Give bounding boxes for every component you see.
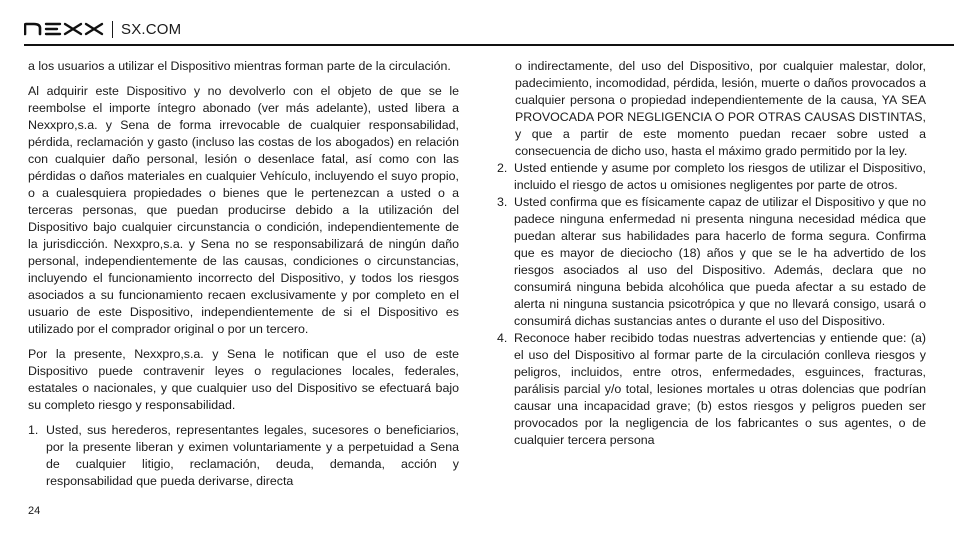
list-item-text: Usted, sus herederos, representantes legales, sucesores o beneficiarios, por la presente liberan y eximen voluntariamente y a perpetuidad a Sena de cualquier litigio, reclamación, deuda, demanda, acción y responsabilidad que pueda derivarse, directa <box>46 423 459 488</box>
right-column <box>497 58 926 449</box>
list-number: 4. <box>497 331 508 345</box>
list-item-3 <box>497 194 926 330</box>
left-column <box>28 58 459 490</box>
paragraph-notice: Por la presente, Nexxpro,s.a. y Sena le notifican que el uso de este Dispositivo puede contravenir leyes o regulaciones locales, federales, estatales o nacionales, y que cualquier uso del Dispositivo se efectuará bajo su completo riesgo y responsabilidad. <box>28 347 459 412</box>
list-item-text: Reconoce haber recibido todas nuestras advertencias y entiende que: (a) el uso del Dispositivo al formar parte de la circulación conlleva riesgos y peligros, incluidos, entre otros, enfermedades, esguinces, fracturas, parálisis parcial y/o total, lesiones mortales u otras dolencias que podrían causar una incapacidad grave; (b) estos riesgos y peligros pueden ser provocados por la negligencia de los fabricantes o sus agentes, o de cualquier tercera persona <box>514 331 926 447</box>
paragraph-intro: a los usuarios a utilizar el Dispositivo mientras forman parte de la circulación. <box>28 59 451 73</box>
page-number: 24 <box>28 505 41 517</box>
list-item-text: Usted confirma que es físicamente capaz de utilizar el Dispositivo y que no padece ninguna enfermedad ni presenta ninguna necesidad médica que puedan alterar sus habilidades para hacerlo de forma segura. Confirma que es mayor de dieciocho (18) años y que se le ha advertido de los riesgos asociados al uso del Dispositivo. Además, declara que no consumirá ninguna bebida alcohólica que pueda afectar a su estado de alerta ni ninguna sustancia psicotrópica y que no llevará consigo, usará o consumirá dichas sustancias antes o durante el uso del Dispositivo. <box>514 195 926 328</box>
paragraph-release: Al adquirir este Dispositivo y no devolverlo con el objeto de que se le reembolse el importe íntegro abonado (ver más adelante), usted libera a Nexxpro,s.a. y Sena de forma irrevocable de cualquier responsabilidad, pérdida, reclamación y gasto (incluso las costas de los abogados) en relación con cualquier daño personal, lesión o desenlace fatal, así como con las pérdidas o daños materiales en cualquier Vehículo, incluyendo el suyo propio, o a cualesquiera propiedades o bienes que le pertenezcan a usted o a terceras personas, que puedan producirse debido a la utilización del Dispositivo bajo cualquier circunstancia o condición, independientemente de la jurisdicción. Nexxpro,s.a. y Sena no se responsabilizará de ningún daño personal, independientemente de las causas, condiciones o circunstancias, incluyendo el funcionamiento incorrecto del Dispositivo, y todos los riesgos asociados a su funcionamiento recaen exclusivamente y por completo en el usuario de este Dispositivo, independientemente de si el Dispositivo es utilizado por el comprador original o por un tercero. <box>28 84 459 336</box>
site-label: SX.COM <box>121 20 182 38</box>
list-item-1-continued: o indirectamente, del uso del Dispositivo, por cualquier malestar, dolor, padecimiento, incomodidad, pérdida, lesión, muerte o daños provocados a cualquier persona o propiedad independientemente de la causa, YA SEA PROVOCADA POR NEGLIGENCIA O POR OTRAS CAUSAS DISTINTAS, y que a partir de este momento puedan recaer sobre usted a consecuencia de dicho uso, hasta el máximo grado permitido por la ley. <box>515 59 926 158</box>
page-header <box>24 18 181 40</box>
nexx-logo <box>24 22 106 36</box>
list-number: 2. <box>497 161 508 175</box>
list-item-2 <box>497 160 926 194</box>
list-item-text: Usted entiende y asume por completo los riesgos de utilizar el Dispositivo, incluido el riesgo de actos u omisiones negligentes por parte de otros. <box>514 161 926 192</box>
list-item-1 <box>28 422 459 490</box>
header-divider <box>112 21 113 38</box>
list-number: 1. <box>28 423 39 437</box>
header-rule <box>24 44 954 46</box>
list-number: 3. <box>497 195 508 209</box>
list-item-4 <box>497 330 926 449</box>
